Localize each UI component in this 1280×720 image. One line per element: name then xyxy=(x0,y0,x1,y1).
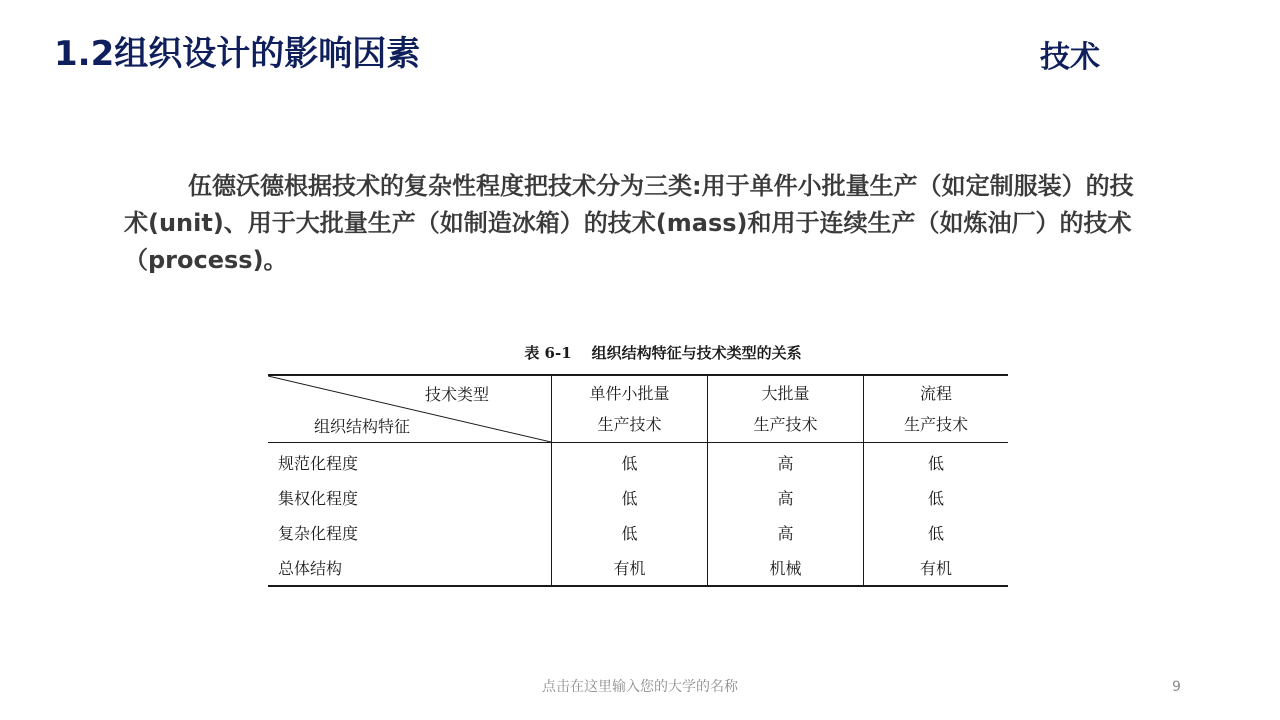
table-cell: 低 xyxy=(864,515,1009,550)
table-cell: 低 xyxy=(552,515,708,550)
table-cell: 低 xyxy=(864,443,1009,481)
column-header-process xyxy=(864,375,1009,443)
slide-title: 1.2组织设计的影响因素 xyxy=(54,34,421,74)
table-cell: 低 xyxy=(552,443,708,481)
table-cell: 低 xyxy=(552,480,708,515)
corner-header-cell xyxy=(268,375,552,443)
table-cell: 高 xyxy=(708,515,864,550)
table-cell: 高 xyxy=(708,443,864,481)
row-label: 规范化程度 xyxy=(278,454,359,473)
table-row xyxy=(268,550,1008,586)
table-cell: 有机 xyxy=(864,550,1009,586)
column-header-line2: 生产技术 xyxy=(597,415,662,434)
column-header-line1: 大批量 xyxy=(761,384,810,403)
technology-structure-table-figure xyxy=(268,338,1008,587)
corner-bottom-label: 组织结构特征 xyxy=(314,417,411,436)
table-caption xyxy=(268,338,1008,374)
row-label: 集权化程度 xyxy=(278,489,359,508)
table-caption-number: 表 6-1 xyxy=(524,344,572,362)
column-header-line1: 单件小批量 xyxy=(589,384,670,403)
table-header-row xyxy=(268,375,1008,443)
column-header-line2: 生产技术 xyxy=(903,415,968,434)
table-caption-title: 组织结构特征与技术类型的关系 xyxy=(591,344,802,362)
table-cell: 机械 xyxy=(708,550,864,586)
table-row xyxy=(268,443,1008,481)
body-paragraph: 伍德沃德根据技术的复杂性程度把技术分为三类:用于单件小批量生产（如定制服装）的技术(unit)、用于大批量生产（如制造冰箱）的技术(mass)和用于连续生产（如炼油厂）的技术（process)。 xyxy=(124,172,1134,274)
technology-structure-table xyxy=(268,374,1008,587)
section-tag: 技术 xyxy=(1040,40,1100,75)
table-cell: 高 xyxy=(708,480,864,515)
table-row xyxy=(268,515,1008,550)
page-number: 9 xyxy=(1172,679,1181,695)
corner-top-label: 技术类型 xyxy=(424,385,489,404)
table-cell: 有机 xyxy=(552,550,708,586)
table-row xyxy=(268,480,1008,515)
column-header-unit xyxy=(552,375,708,443)
column-header-line1: 流程 xyxy=(919,384,952,403)
table-cell: 低 xyxy=(864,480,1009,515)
row-label: 总体结构 xyxy=(278,559,343,578)
row-label: 复杂化程度 xyxy=(278,524,359,543)
university-name-placeholder[interactable]: 点击在这里输入您的大学的名称 xyxy=(542,679,738,695)
column-header-line2: 生产技术 xyxy=(753,415,818,434)
column-header-mass xyxy=(708,375,864,443)
